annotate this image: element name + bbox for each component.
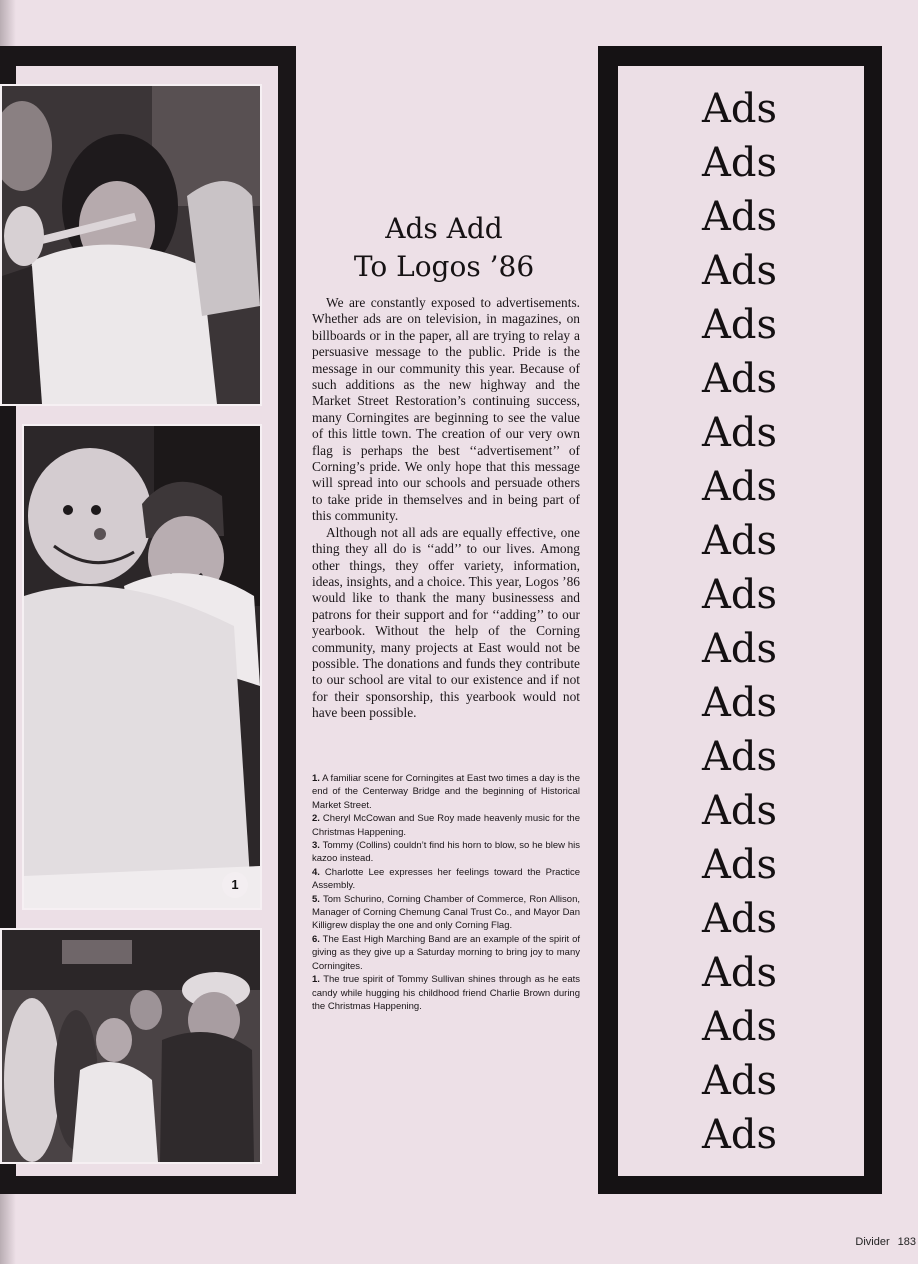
ads-word: Ads (702, 626, 778, 672)
caption-item (312, 866, 580, 893)
page-number: 183 (897, 1236, 916, 1248)
photo-flute-players (0, 84, 262, 406)
article-body (312, 295, 580, 722)
footer-section-label: Divider (855, 1236, 890, 1248)
ads-word: Ads (702, 950, 778, 996)
caption-number: 1. (312, 773, 320, 784)
caption-text: Tommy (Collins) couldn’t find his horn to blow, so he blew his kazoo instead. (312, 840, 580, 865)
ads-word: Ads (702, 464, 778, 510)
caption-item (312, 772, 580, 812)
caption-number: 5. (312, 893, 320, 905)
photo-captions (312, 772, 580, 1013)
ads-word: Ads (702, 734, 778, 780)
ads-word: Ads (702, 140, 778, 186)
caption-number: 1. (312, 974, 320, 986)
ads-word: Ads (702, 680, 778, 726)
ads-word: Ads (702, 896, 778, 942)
ads-word: Ads (702, 842, 778, 888)
caption-number: 6. (312, 933, 320, 945)
photo-charlie-brown-costume (22, 424, 262, 910)
ads-word: Ads (702, 248, 778, 294)
article-headline (320, 210, 568, 286)
ads-word: Ads (702, 1004, 778, 1050)
ads-word: Ads (702, 1112, 778, 1158)
caption-number: 4. (312, 866, 320, 878)
caption-number: 2. (312, 813, 320, 825)
caption-text: The East High Marching Band are an example of the spirit of giving as they give up a Saturday morning to bring joy to many Corningites. (312, 933, 581, 972)
caption-text: Cheryl McCowan and Sue Roy made heavenly music for the Christmas Happening. (312, 813, 580, 838)
caption-text: Tom Schurino, Corning Chamber of Commerce, Ron Allison, Manager of Corning Chemung Canal Trust Co., and Mayor Dan Killigrew display the one and only Corning Flag. (312, 893, 580, 932)
caption-number: 3. (312, 840, 320, 852)
ads-word: Ads (702, 518, 778, 564)
headline-line-1: Ads Add (385, 212, 503, 245)
ads-word: Ads (702, 788, 778, 834)
caption-item (312, 933, 580, 973)
caption-text: The true spirit of Tommy Sullivan shines through as he eats candy while hugging his childhood friend Charlie Brown during the Christmas Happening. (312, 974, 581, 1012)
caption-text: A familiar scene for Corningites at East two times a day is the end of the Centerway Bridge and the beginning of Historical Market Street. (312, 773, 580, 811)
ads-word: Ads (702, 572, 778, 618)
ads-word: Ads (702, 194, 778, 240)
headline-line-2: To Logos ’86 (353, 250, 535, 283)
ads-word: Ads (702, 302, 778, 348)
photo-marching-band (0, 928, 262, 1164)
ads-word: Ads (702, 356, 778, 402)
caption-item (312, 893, 580, 933)
caption-text: Charlotte Lee expresses her feelings toward the Practice Assembly. (312, 866, 580, 892)
ads-word: Ads (702, 1058, 778, 1104)
ads-word: Ads (702, 86, 778, 132)
page-footer (847, 1236, 916, 1248)
ads-word: Ads (702, 410, 778, 456)
caption-item (312, 812, 580, 839)
caption-item (312, 839, 580, 866)
photo-number-badge: 1 (222, 872, 248, 898)
article-paragraph: Although not all ads are equally effective, one thing they all do is ‘‘add’’ to our lives. Among other things, they offer variety, information, ideas, insights, and a choice. This year, Logos ’86 would like to thank the many businessess and patrons for their support and for ‘‘adding’’ to our yearbook. Without the help of the Corning community, many projects at East would not be possible. The donations and funds they contribute to our school are vital to our existence and if not for their sponsorship, this yearbook would not have been possible. (312, 524, 580, 721)
article-paragraph: We are constantly exposed to advertisements. Whether ads are on television, in magazines, on billboards or in the paper, all are trying to relay a persuasive message to the public. Pride is the message in our community this year. Because of such additions as the new highway and the Market Street Restoration’s continuing success, many Corningites are beginning to see the value of this little town. The creation of our very own flag is perhaps the best ‘‘advertisement’’ of Corning’s pride. We only hope that this message will spread into our schools and persuade others to take pride in themselves and in being part of this community. (312, 295, 580, 524)
caption-item (312, 973, 580, 1013)
